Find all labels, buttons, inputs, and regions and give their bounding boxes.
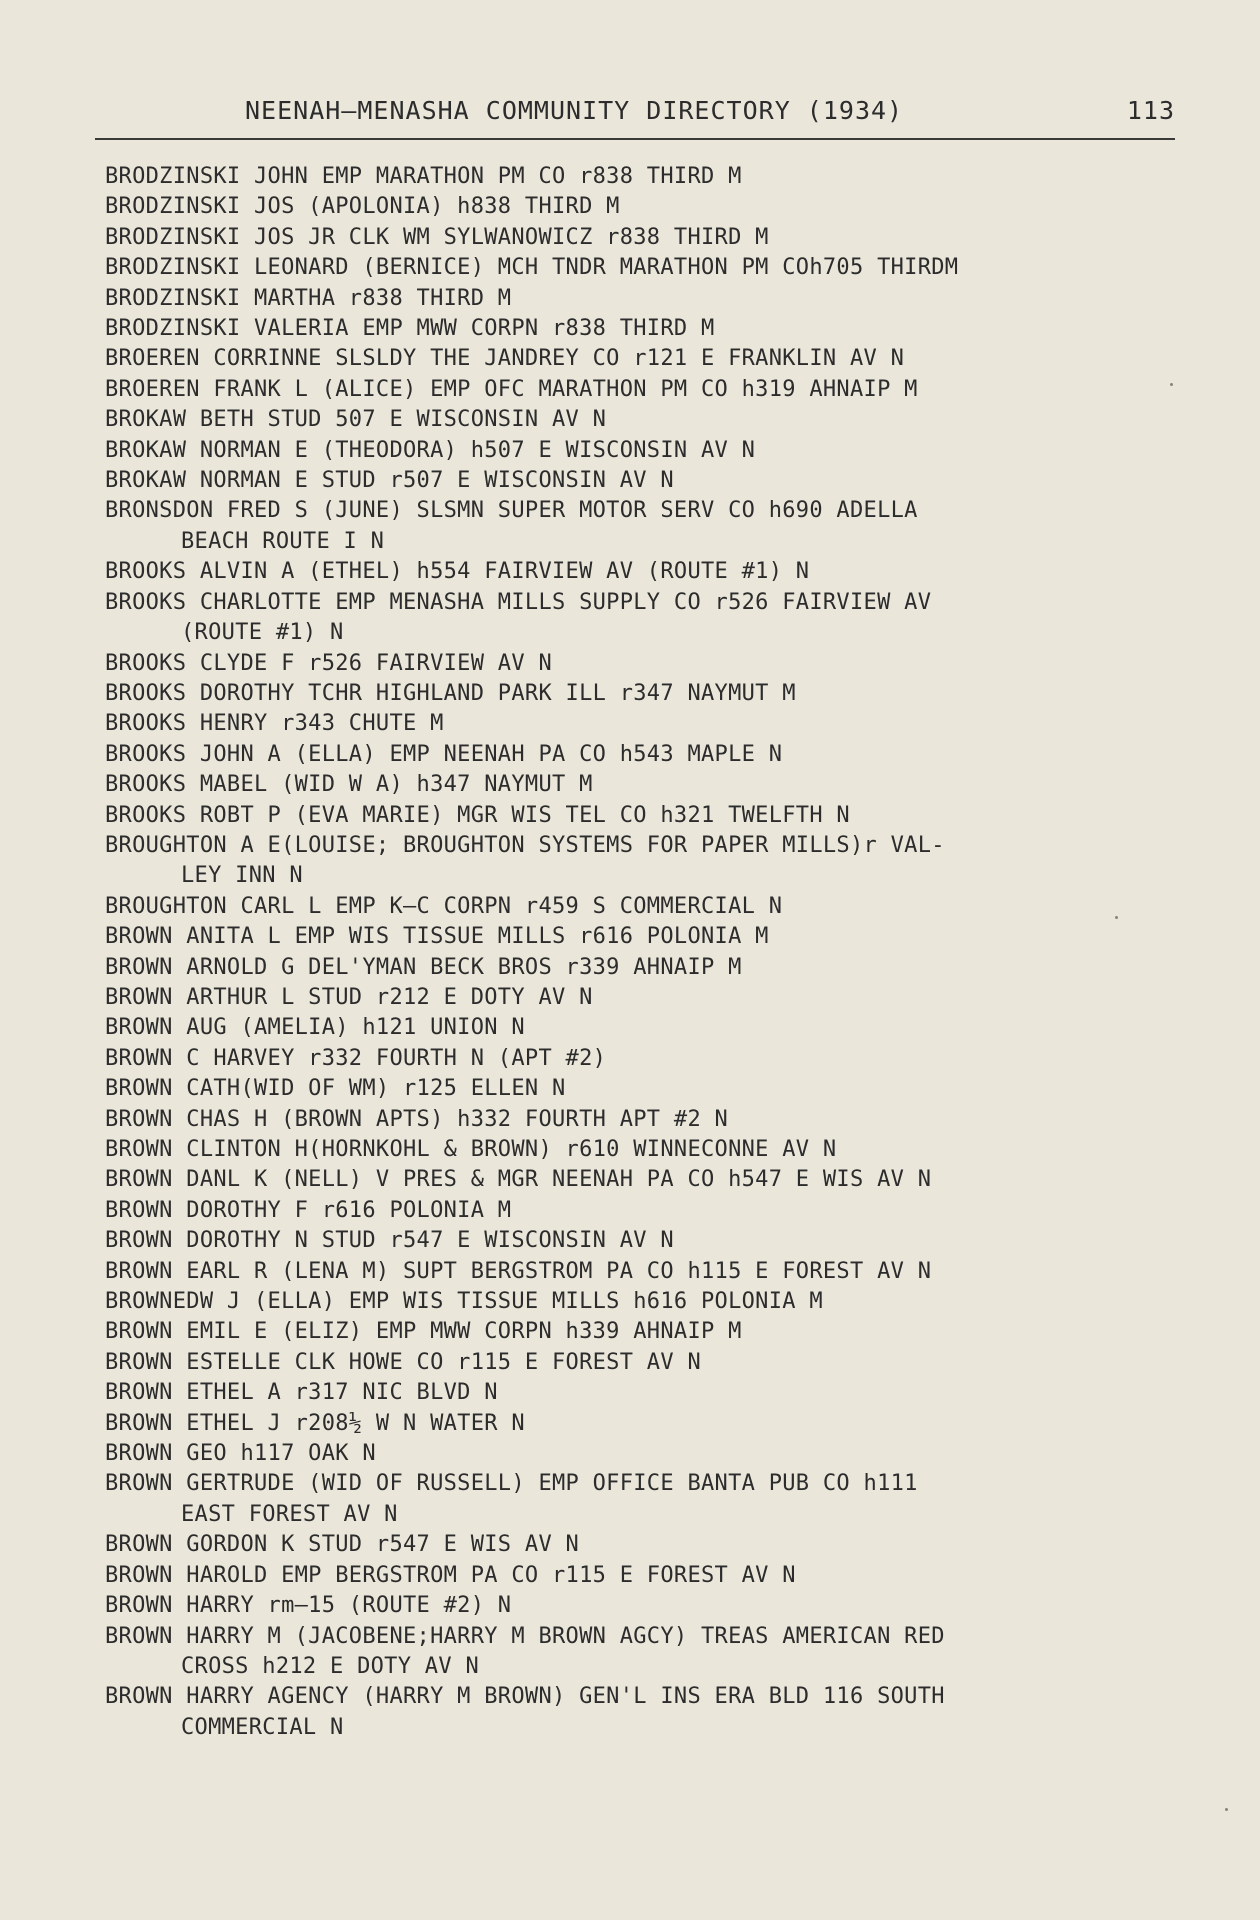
directory-entry <box>105 1469 1205 1530</box>
entry-line: BROWNEDW J (ELLA) EMP WIS TISSUE MILLS h616 POLONIA M <box>105 1289 823 1315</box>
directory-entry <box>105 253 1205 283</box>
entry-line: BROWN DANL K (NELL) V PRES & MGR NEENAH PA CO h547 E WIS AV N <box>105 1167 932 1193</box>
directory-entry <box>105 405 1205 435</box>
entry-continuation: BEACH ROUTE I N <box>181 528 385 554</box>
entry-line: BROWN HARRY rm—15 (ROUTE #2) N <box>105 1593 512 1619</box>
directory-entry <box>105 922 1205 952</box>
directory-entry <box>105 892 1205 922</box>
directory-entry <box>105 1591 1205 1621</box>
entry-line: BROOKS MABEL (WID W A) h347 NAYMUT M <box>105 772 593 798</box>
directory-entry <box>105 1074 1205 1104</box>
directory-entry <box>105 284 1205 314</box>
directory-entry <box>105 588 1205 649</box>
entry-line: BROWN ETHEL J r208½ W N WATER N <box>105 1410 525 1436</box>
entry-line: BROOKS ROBT P (EVA MARIE) MGR WIS TEL CO h321 TWELFTH N <box>105 802 850 828</box>
entry-line: BROOKS JOHN A (ELLA) EMP NEENAH PA CO h543 MAPLE N <box>105 741 783 767</box>
directory-entry <box>105 1044 1205 1074</box>
entry-line: BROWN DOROTHY F r616 POLONIA M <box>105 1197 512 1223</box>
entry-line: BROWN EMIL E (ELIZ) EMP MWW CORPN h339 AHNAIP M <box>105 1319 742 1345</box>
directory-entry <box>105 223 1205 253</box>
page-header <box>245 92 1175 132</box>
directory-entry <box>105 1013 1205 1043</box>
directory-entry <box>105 1226 1205 1256</box>
directory-entry <box>105 983 1205 1013</box>
directory-entry <box>105 1105 1205 1135</box>
entry-line: BRONSDON FRED S (JUNE) SLSMN SUPER MOTOR SERV CO h690 ADELLA <box>105 498 918 524</box>
directory-entry <box>105 1409 1205 1439</box>
entry-line: BROEREN CORRINNE SLSLDY THE JANDREY CO r121 E FRANKLIN AV N <box>105 346 905 372</box>
entry-line: BRODZINSKI LEONARD (BERNICE) MCH TNDR MARATHON PM COh705 THIRDM <box>105 255 959 281</box>
entry-line: BROKAW NORMAN E STUD r507 E WISCONSIN AV N <box>105 468 674 494</box>
directory-entry <box>105 1682 1205 1743</box>
directory-entry <box>105 1317 1205 1347</box>
directory-entry <box>105 709 1205 739</box>
entry-line: BRODZINSKI VALERIA EMP MWW CORPN r838 THIRD M <box>105 316 715 342</box>
entry-line: BROWN DOROTHY N STUD r547 E WISCONSIN AV N <box>105 1228 674 1254</box>
entry-line: BROWN HARRY AGENCY (HARRY M BROWN) GEN'L INS ERA BLD 116 SOUTH <box>105 1684 945 1710</box>
directory-entry <box>105 1165 1205 1195</box>
directory-title: NEENAH—MENASHA COMMUNITY DIRECTORY (1934) <box>245 96 904 125</box>
directory-entry <box>105 649 1205 679</box>
entry-line: BRODZINSKI JOS (APOLONIA) h838 THIRD M <box>105 194 620 220</box>
entry-line: BROWN C HARVEY r332 FOURTH N (APT #2) <box>105 1045 607 1071</box>
entry-line: BROWN ETHEL A r317 NIC BLVD N <box>105 1380 498 1406</box>
entry-line: BRODZINSKI JOHN EMP MARATHON PM CO r838 THIRD M <box>105 164 742 189</box>
entry-line: BROWN ESTELLE CLK HOWE CO r115 E FOREST AV N <box>105 1349 701 1375</box>
entry-continuation: (ROUTE #1) N <box>181 620 344 646</box>
directory-entry <box>105 162 1205 192</box>
entry-line: BROKAW BETH STUD 507 E WISCONSIN AV N <box>105 407 607 433</box>
paper-speck <box>1225 1808 1228 1811</box>
directory-entry <box>105 192 1205 222</box>
entry-continuation: COMMERCIAL N <box>181 1714 344 1740</box>
directory-entry <box>105 1439 1205 1469</box>
entry-line: BROWN ARNOLD G DEL'YMAN BECK BROS r339 AHNAIP M <box>105 954 742 980</box>
directory-entry <box>105 953 1205 983</box>
entry-line: BROUGHTON CARL L EMP K—C CORPN r459 S COMMERCIAL N <box>105 893 783 919</box>
directory-entry <box>105 436 1205 466</box>
entry-line: BROKAW NORMAN E (THEODORA) h507 E WISCONSIN AV N <box>105 437 756 463</box>
entry-line: BROOKS CHARLOTTE EMP MENASHA MILLS SUPPLY CO r526 FAIRVIEW AV <box>105 589 932 615</box>
directory-entry <box>105 1196 1205 1226</box>
page-number: 113 <box>1126 96 1175 125</box>
entry-line: BROWN GEO h117 OAK N <box>105 1441 376 1467</box>
entry-line: BROWN HAROLD EMP BERGSTROM PA CO r115 E FOREST AV N <box>105 1562 796 1588</box>
directory-entry <box>105 679 1205 709</box>
directory-entry <box>105 831 1205 892</box>
directory-entry <box>105 466 1205 496</box>
entry-continuation: EAST FOREST AV N <box>181 1501 398 1527</box>
entry-line: BRODZINSKI JOS JR CLK WM SYLWANOWICZ r838 THIRD M <box>105 224 769 250</box>
entry-line: BROEREN FRANK L (ALICE) EMP OFC MARATHON PM CO h319 AHNAIP M <box>105 376 918 402</box>
entry-line: BROWN HARRY M (JACOBENE;HARRY M BROWN AGCY) TREAS AMERICAN RED <box>105 1623 945 1649</box>
entry-line: BROOKS DOROTHY TCHR HIGHLAND PARK ILL r347 NAYMUT M <box>105 680 796 706</box>
directory-entry <box>105 1287 1205 1317</box>
directory-entry <box>105 1348 1205 1378</box>
entry-line: BROWN GORDON K STUD r547 E WIS AV N <box>105 1532 580 1558</box>
entry-line: BROWN GERTRUDE (WID OF RUSSELL) EMP OFFICE BANTA PUB CO h111 <box>105 1471 918 1497</box>
entry-line: BROWN CLINTON H(HORNKOHL & BROWN) r610 WINNECONNE AV N <box>105 1137 837 1162</box>
entry-line: BROOKS CLYDE F r526 FAIRVIEW AV N <box>105 650 552 676</box>
entry-line: BROWN CHAS H (BROWN APTS) h332 FOURTH APT #2 N <box>105 1106 729 1132</box>
directory-entry <box>105 496 1205 557</box>
directory-entry <box>105 1257 1205 1287</box>
directory-entry <box>105 1561 1205 1591</box>
directory-entry <box>105 801 1205 831</box>
entry-continuation: LEY INN N <box>181 863 303 889</box>
directory-entry <box>105 1622 1205 1683</box>
directory-entry <box>105 1530 1205 1560</box>
entry-line: BROWN EARL R (LENA M) SUPT BERGSTROM PA CO h115 E FOREST AV N <box>105 1258 932 1284</box>
paper-speck <box>1115 916 1118 919</box>
header-rule <box>95 138 1175 140</box>
entry-line: BROOKS ALVIN A (ETHEL) h554 FAIRVIEW AV (ROUTE #1) N <box>105 559 810 585</box>
directory-entry <box>105 1378 1205 1408</box>
directory-entry <box>105 375 1205 405</box>
directory-entry <box>105 557 1205 587</box>
directory-entry <box>105 1135 1205 1165</box>
entry-line: BROWN AUG (AMELIA) h121 UNION N <box>105 1015 525 1041</box>
directory-entry <box>105 344 1205 374</box>
entry-line: BROUGHTON A E(LOUISE; BROUGHTON SYSTEMS FOR PAPER MILLS)r VAL- <box>105 832 945 858</box>
entry-line: BROWN CATH(WID OF WM) r125 ELLEN N <box>105 1076 566 1102</box>
paper-speck <box>1170 383 1173 386</box>
directory-entry <box>105 770 1205 800</box>
directory-entry <box>105 314 1205 344</box>
entry-line: BROOKS HENRY r343 CHUTE M <box>105 711 444 737</box>
directory-entry <box>105 740 1205 770</box>
entry-line: BROWN ANITA L EMP WIS TISSUE MILLS r616 POLONIA M <box>105 924 769 950</box>
entry-line: BROWN ARTHUR L STUD r212 E DOTY AV N <box>105 984 593 1010</box>
directory-entries <box>105 162 1205 1743</box>
entry-continuation: CROSS h212 E DOTY AV N <box>181 1653 479 1679</box>
entry-line: BRODZINSKI MARTHA r838 THIRD M <box>105 285 512 311</box>
